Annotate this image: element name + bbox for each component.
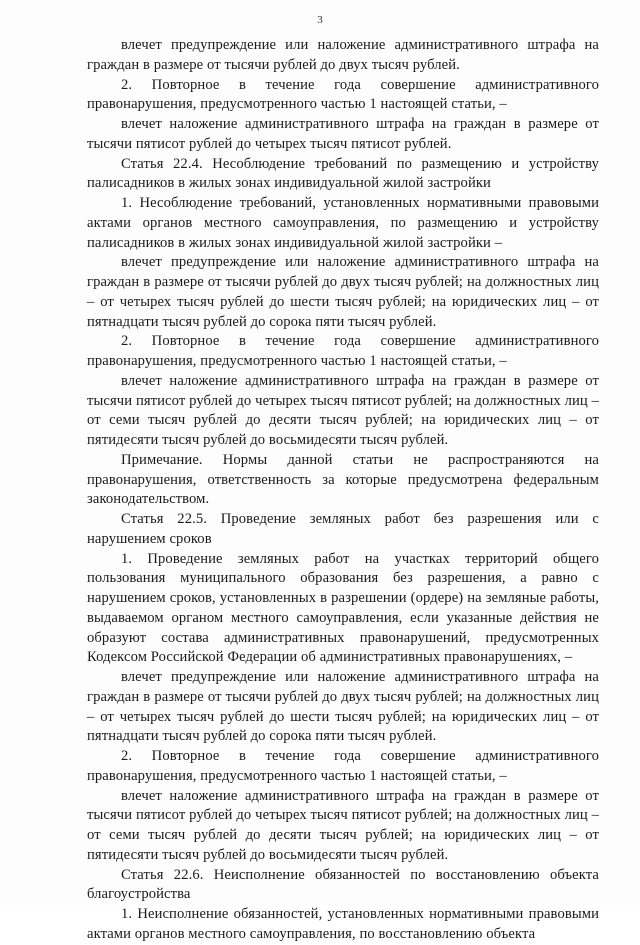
paragraph-22-6-part-1: 1. Неисполнение обязанностей, установленных нормативными правовыми актами органов местного самоуправления, по восстановлению объекта	[87, 906, 599, 942]
paragraph-note-22-4: Примечание. Нормы данной статьи не распространяются на правонарушения, ответственность за которые предусмотрена федеральным законодательством.	[87, 451, 599, 508]
paragraph-penalty-22-5-2: влечет наложение административного штрафа на граждан в размере от тысячи пятисот рублей до четырех тысяч пятисот рублей; на должностных лиц – от семи тысяч рублей до десяти тысяч рублей; на юридических лиц – от пятидесяти тысяч рублей до восьмидесяти тысяч рублей.	[87, 787, 599, 863]
paragraph-penalty-22-4-1: влечет предупреждение или наложение административного штрафа на граждан в размере от тысячи рублей до двух тысяч рублей; на должностных лиц – от четырех тысяч рублей до шести тысяч рублей; на юридических лиц – от пятнадцати тысяч рублей до сорока пяти тысяч рублей.	[87, 254, 599, 330]
paragraph-22-4-part-2: 2. Повторное в течение года совершение административного правонарушения, предусмотренного частью 1 настоящей статьи, –	[87, 333, 599, 369]
paragraph-penalty-22-3-2: влечет наложение административного штрафа на граждан в размере от тысячи пятисот рублей до четырех тысяч пятисот рублей.	[87, 116, 599, 152]
document-body	[87, 36, 599, 945]
paragraph-22-3-part-2: 2. Повторное в течение года совершение административного правонарушения, предусмотренного частью 1 настоящей статьи, –	[87, 76, 599, 113]
paragraph-22-5-part-2: 2. Повторное в течение года совершение административного правонарушения, предусмотренного частью 1 настоящей статьи, –	[87, 748, 599, 784]
paragraph-penalty-22-5-1: влечет предупреждение или наложение административного штрафа на граждан в размере от тысячи рублей до двух тысяч рублей; на должностных лиц – от четырех тысяч рублей до шести тысяч рублей; на юридических лиц – от пятнадцати тысяч рублей до сорока пяти тысяч рублей.	[87, 669, 599, 745]
paragraph-penalty-22-3-1: влечет предупреждение или наложение административного штрафа на граждан в размере от тысячи рублей до двух тысяч рублей.	[87, 37, 599, 73]
paragraph-22-5-part-1: 1. Проведение земляных работ на участках территорий общего пользования муниципального образования без разрешения, а равно с нарушением сроков, установленных в разрешении (ордере) на земляные работы, выдаваемом органом местного самоуправления, если указанные действия не образуют состава административных правонарушений, предусмотренных Кодексом Российской Федерации об административных правонарушениях, –	[87, 550, 599, 666]
paragraph-22-4-part-1: 1. Несоблюдение требований, установленных нормативными правовыми актами органов местного самоуправления, по размещению и устройству палисадников в жилых зонах индивидуальной жилой застройки –	[87, 195, 599, 251]
article-heading-22-6: Статья 22.6. Неисполнение обязанностей по восстановлению объекта благоустройства	[87, 866, 599, 903]
page-number: 3	[317, 14, 323, 26]
article-heading-22-5: Статья 22.5. Проведение земляных работ без разрешения или с нарушением сроков	[87, 511, 599, 547]
paragraph-penalty-22-4-2: влечет наложение административного штрафа на граждан в размере от тысячи пятисот рублей до четырех тысяч пятисот рублей; на должностных лиц – от семи тысяч рублей до десяти тысяч рублей; на юридических лиц – от пятидесяти тысяч рублей до восьмидесяти тысяч рублей.	[87, 372, 599, 448]
article-heading-22-4: Статья 22.4. Несоблюдение требований по размещению и устройству палисадников в жилых зонах индивидуальной жилой застройки	[87, 155, 599, 192]
